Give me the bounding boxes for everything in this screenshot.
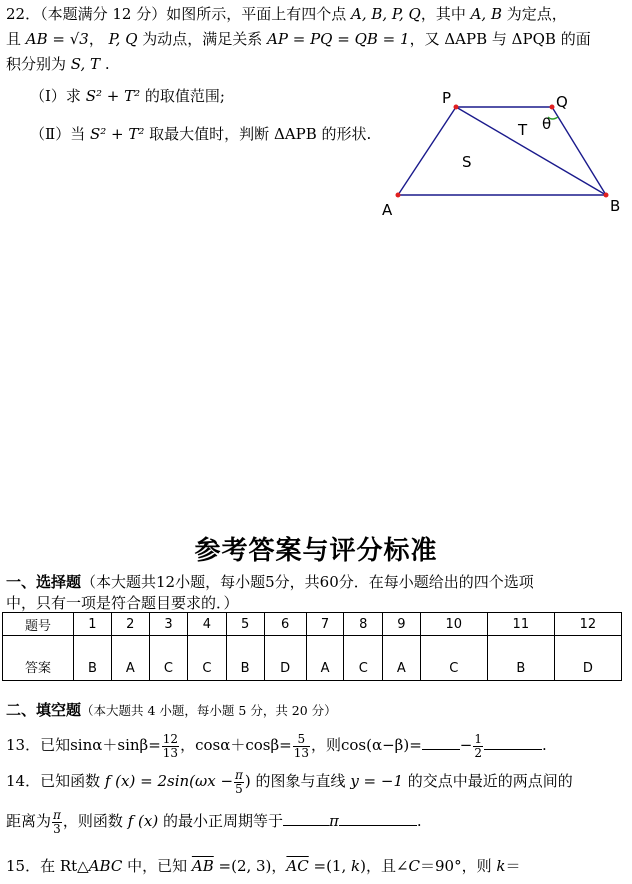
table-cell: D — [554, 636, 621, 681]
table-cell: 4 — [188, 613, 226, 636]
question-15: 15．在 Rt△ABC 中，已知 $\overline{AB} =(2$, 3)，$\overline{AC} =(1$, k)，且∠C＝90°，则 k＝ — [6, 857, 521, 875]
table-cell: 12 — [554, 613, 621, 636]
table-row-answers — [3, 636, 622, 681]
answer-blank — [422, 735, 460, 750]
answers-title: 参考答案与评分标准 — [194, 536, 438, 566]
table-cell: B — [74, 636, 112, 681]
problem-22-part1: （Ⅰ）求 S² + T² 的取值范围; — [30, 87, 225, 105]
vector-ac: $\overline{AC}$ — [286, 857, 309, 875]
table-cell: A — [306, 636, 344, 681]
segment-ap — [398, 107, 456, 195]
table-cell: 8 — [344, 613, 382, 636]
question-14-line2: 距离为 $\frac{\pi}{3}$ ，则函数 f (x) 的最小正周期等于 π . — [6, 807, 422, 836]
table-cell: 2 — [111, 613, 149, 636]
fraction: $\frac{5}{13}$ — [293, 731, 309, 760]
table-cell: 10 — [420, 613, 487, 636]
question-14-line1: 14．已知函数 f (x) = 2sin(ωx − $\frac{\pi}{5}$ ) 的图象与直线 y = −1 的交点中最近的两点间的 — [6, 767, 573, 796]
answer-table — [2, 612, 622, 681]
label-t: T — [518, 121, 528, 139]
fraction: $\frac{\pi}{3}$ — [53, 807, 61, 836]
table-cell: 9 — [382, 613, 420, 636]
table-header-answer: 答案 — [3, 636, 74, 681]
label-q: Q — [556, 93, 568, 111]
answer-blank — [484, 735, 542, 750]
table-cell: B — [487, 636, 554, 681]
label-b: B — [610, 197, 621, 215]
label-a: A — [382, 201, 393, 219]
problem-22-line1: 22．（本题满分 12 分）如图所示，平面上有四个点 A, B, P, Q，其中 A, B 为定点， — [6, 5, 567, 23]
table-cell: 3 — [149, 613, 187, 636]
answer-value: π — [328, 812, 339, 830]
section1-line2: 中，只有一项是符合题目要求的．） — [6, 594, 239, 612]
geometry-figure — [380, 85, 630, 225]
point-p — [454, 105, 459, 110]
fraction: $\frac{12}{13}$ — [162, 731, 179, 760]
problem-22-line3: 积分别为 S, T . — [6, 55, 110, 73]
answer-blank — [339, 811, 417, 826]
table-cell: C — [188, 636, 226, 681]
section2-heading-line: 二、填空题（本大题共 4 小题，每小题 5 分，共 20 分） — [6, 701, 337, 719]
vector-ab: $\overline{AB}$ — [191, 857, 214, 875]
fraction: $\frac{\pi}{5}$ — [235, 767, 243, 796]
table-cell: C — [149, 636, 187, 681]
point-q — [550, 105, 555, 110]
section1-heading: 一、选择题 — [6, 573, 82, 591]
table-cell: D — [264, 636, 306, 681]
point-b — [604, 193, 609, 198]
section2-heading: 二、填空题 — [6, 701, 82, 719]
point-a — [396, 193, 401, 198]
table-cell: B — [226, 636, 264, 681]
table-row-numbers — [3, 613, 622, 636]
table-cell: 7 — [306, 613, 344, 636]
table-cell: A — [382, 636, 420, 681]
label-s: S — [462, 153, 472, 171]
table-cell: C — [420, 636, 487, 681]
answer-fraction: $\frac{1}{2}$ — [474, 731, 482, 760]
question-13: 13．已知sinα＋sinβ= $\frac{12}{13}$ ，cosα＋cosβ= $\frac{5}{13}$ ，则cos(α−β)= − $\frac{1}{2}$ . — [6, 731, 547, 760]
answer-blank — [283, 811, 329, 826]
table-cell: A — [111, 636, 149, 681]
table-cell: 11 — [487, 613, 554, 636]
section1-line1: 一、选择题（本大题共12小题，每小题5分，共60分．在每小题给出的四个选项 — [6, 573, 534, 591]
label-p: P — [442, 89, 452, 107]
label-theta: θ — [542, 115, 552, 133]
table-cell: 1 — [74, 613, 112, 636]
problem-22-line2: 且 AB = √3， P, Q 为动点，满足关系 AP = PQ = QB = 1，又 ΔAPB 与 ΔPQB 的面 — [6, 30, 591, 48]
problem-22-part2: （Ⅱ）当 S² + T² 取最大值时，判断 ΔAPB 的形状. — [30, 125, 372, 143]
table-cell: 5 — [226, 613, 264, 636]
table-header-number: 题号 — [3, 613, 74, 636]
table-cell: C — [344, 636, 382, 681]
segment-pb — [456, 107, 606, 195]
segment-qb — [552, 107, 606, 195]
table-cell: 6 — [264, 613, 306, 636]
